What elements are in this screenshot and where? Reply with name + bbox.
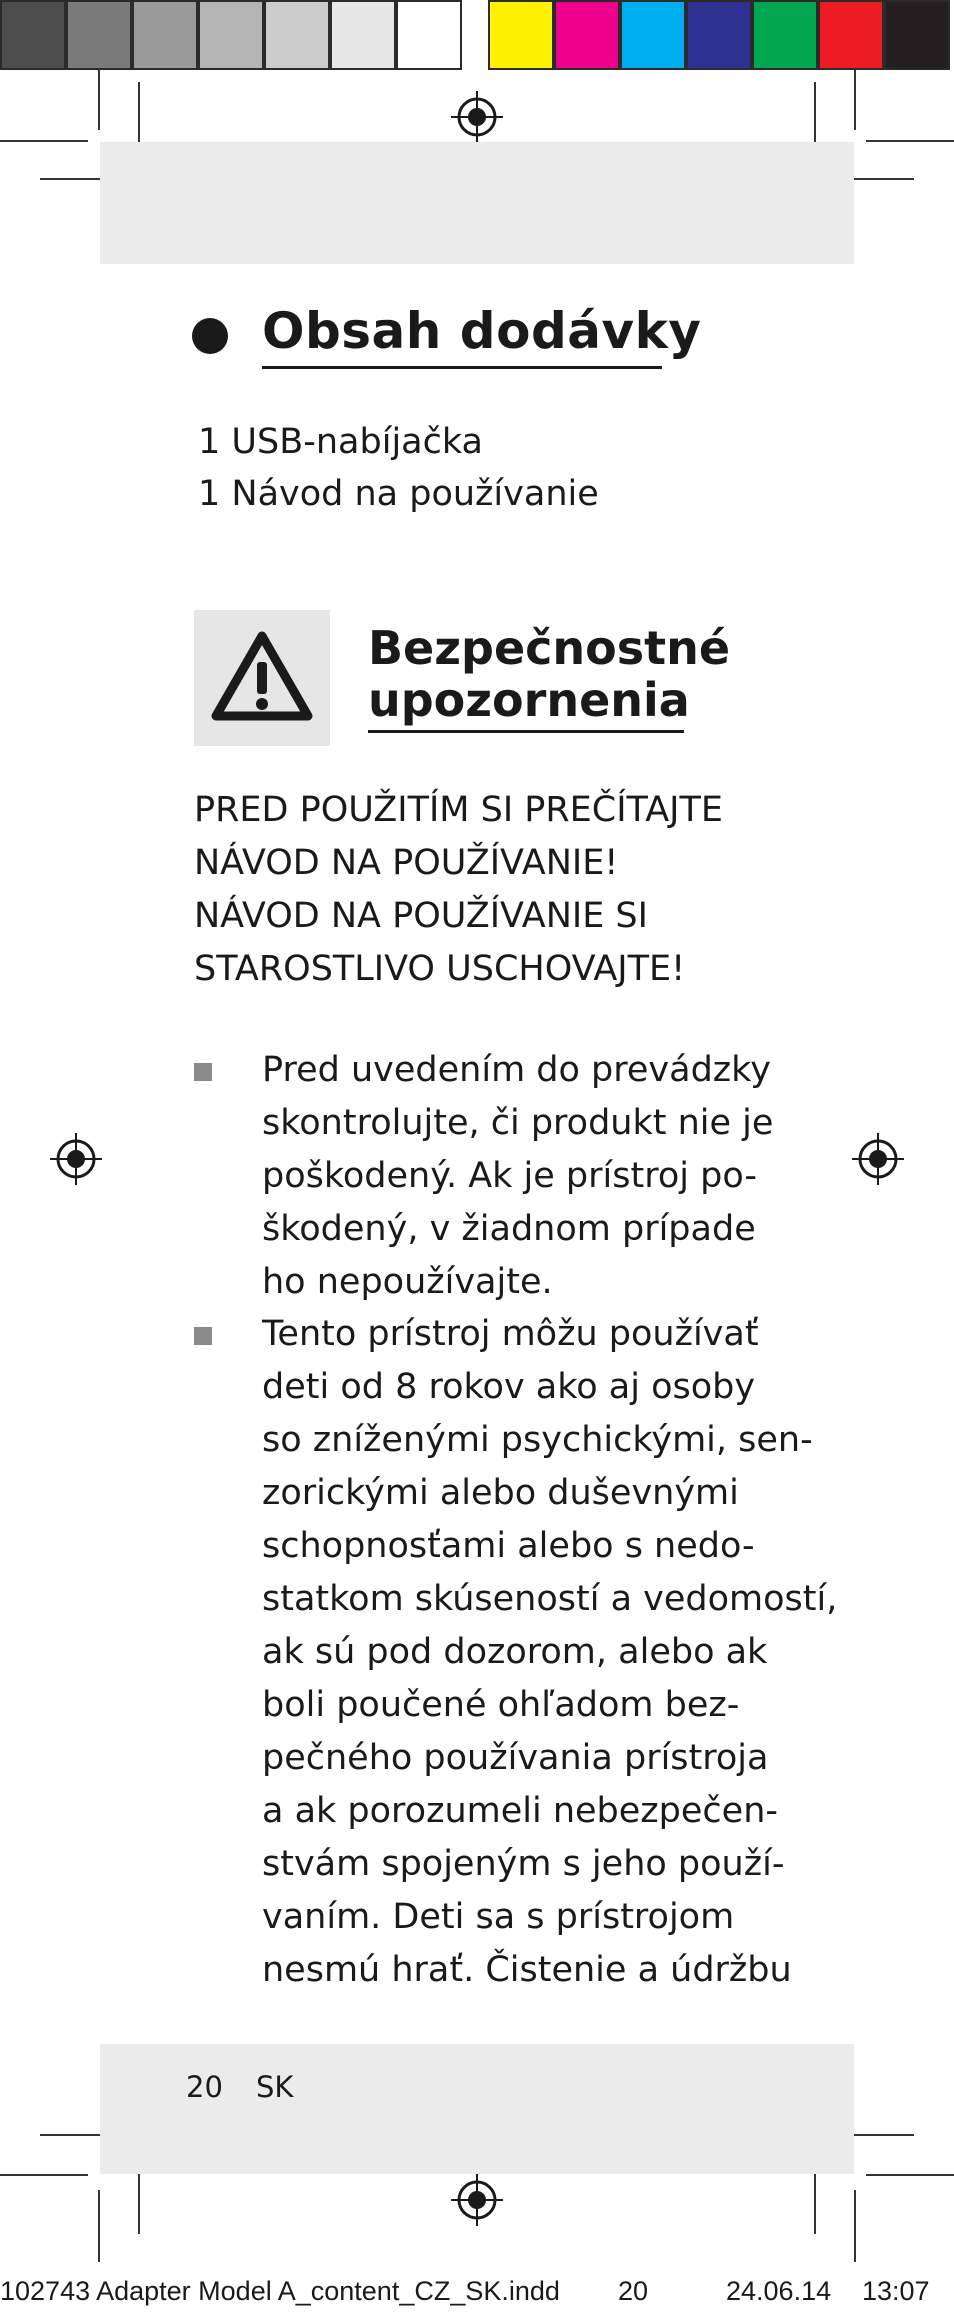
gray-swatch (66, 0, 132, 70)
crop-mark (866, 2174, 954, 2176)
language-code: SK (256, 2070, 294, 2104)
slug-date: 24.06.14 (726, 2276, 832, 2306)
color-swatch (884, 0, 950, 70)
crop-mark (98, 2190, 100, 2262)
warning-triangle-icon (194, 610, 330, 746)
bullet-square (194, 1327, 212, 1345)
slug-filename: 102743 Adapter Model A_content_CZ_SK.indd (0, 2276, 560, 2306)
color-swatch (818, 0, 884, 70)
crop-mark (0, 140, 88, 142)
color-swatch (752, 0, 818, 70)
gray-swatch (0, 0, 66, 70)
registration-mark-icon (48, 1131, 104, 1187)
bullet-paragraph: Pred uvedením do prevádzky skontrolujte, či produkt nie je poškodený. Ak je prístroj po- škodený, v žiadnom prípade ho nepoužívajte. (262, 1050, 774, 1302)
section-bullet (192, 318, 228, 354)
crop-mark (98, 70, 100, 130)
footer-band (100, 2044, 854, 2174)
header-band (100, 142, 854, 264)
warning-caps-text: PRED POUŽITÍM SI PREČÍTAJTE NÁVOD NA POUŽÍVANIE! NÁVOD NA POUŽÍVANIE SI STAROSTLIVO USCHOVAJTE! (194, 790, 723, 989)
contents-heading: Obsah dodávky (262, 302, 702, 360)
bullet-square (194, 1063, 212, 1081)
safety-heading-line1: Bezpečnostné (368, 621, 731, 675)
color-swatch (554, 0, 620, 70)
bullet-paragraph: Tento prístroj môžu používať deti od 8 rokov ako aj osoby so zníženými psychickými, sen- zorickými alebo duševnými schopnosťami alebo s nedo- statkom skúseností a vedomostí, ak sú pod dozorom, alebo ak boli poučené ohľadom bez- pečného používania prístroja a ak porozumeli nebezpečen- stvám spojeným s jeho použí- vaním. Deti sa s prístrojom nesmú hrať. Čistenie a údržbu (262, 1314, 838, 1990)
crop-mark (854, 2190, 856, 2262)
list-item: 1 Návod na používanie (198, 474, 599, 514)
slug-time: 13:07 (862, 2276, 930, 2306)
process-color-bar (488, 0, 950, 70)
registration-mark-icon (850, 1131, 906, 1187)
grayscale-color-bar (0, 0, 462, 70)
heading-underline (262, 366, 662, 369)
color-swatch (686, 0, 752, 70)
crop-mark (854, 70, 856, 130)
color-swatch (488, 0, 554, 70)
crop-mark (138, 2164, 140, 2234)
slug-page: 20 (618, 2276, 649, 2306)
gray-swatch (396, 0, 462, 70)
page-number: 20 (186, 2070, 223, 2104)
gray-swatch (330, 0, 396, 70)
registration-mark-icon (449, 89, 505, 145)
crop-mark (814, 2164, 816, 2234)
gray-swatch (264, 0, 330, 70)
list-item: 1 USB-nabíjačka (198, 422, 483, 462)
gray-swatch (132, 0, 198, 70)
heading-underline (368, 730, 684, 733)
crop-mark (0, 2174, 88, 2176)
safety-heading-line2: upozornenia (368, 673, 690, 727)
warning-box (194, 610, 330, 746)
color-swatch (620, 0, 686, 70)
gray-swatch (198, 0, 264, 70)
crop-mark (866, 140, 954, 142)
registration-mark-icon (449, 2172, 505, 2228)
